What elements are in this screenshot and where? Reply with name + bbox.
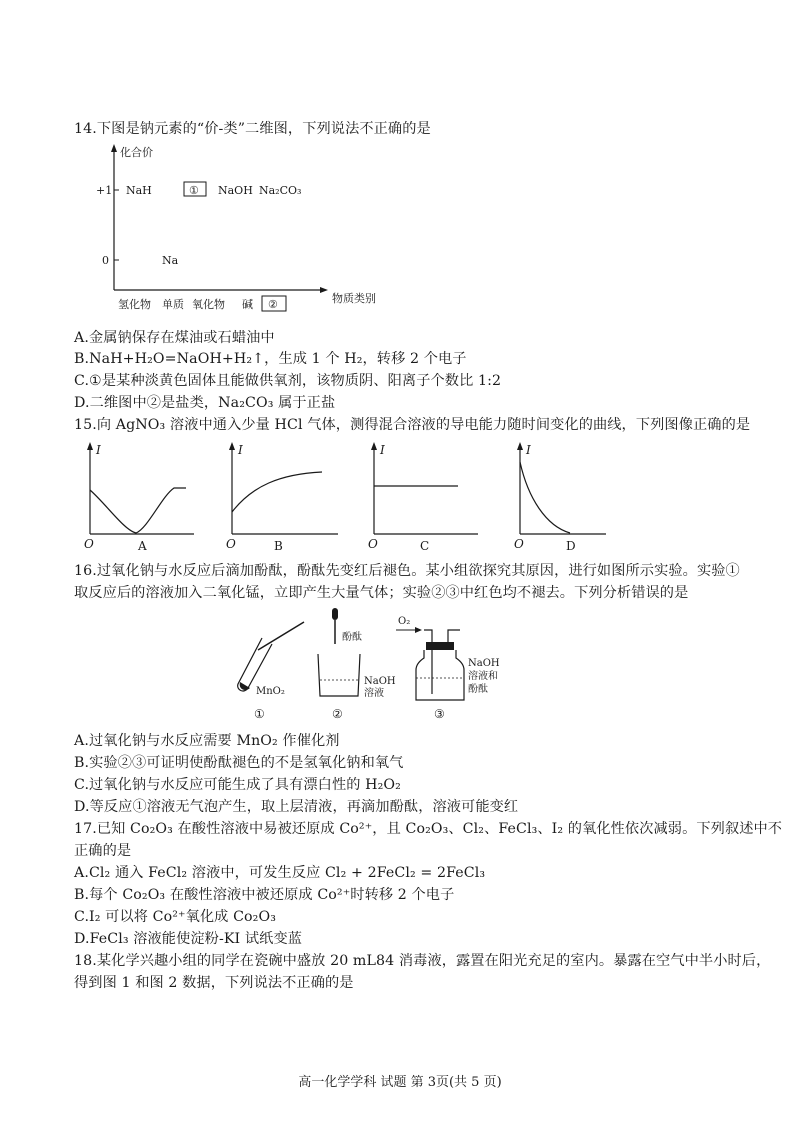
graph-c [368, 442, 478, 553]
q14-option-c: C.①是某种淡黄色固体且能做供氧剂，该物质阴、阳离子个数比 1:2 [74, 373, 502, 389]
page-footer: 高一化学学科 试题 第 3页(共 5 页) [298, 1075, 502, 1090]
item-na: Na [162, 254, 179, 267]
exp3-solution-1: NaOH [468, 658, 500, 669]
y-tick-plus1: +1 [96, 184, 113, 197]
q17-option-d: D.FeCl₃ 溶液能使淀粉-KI 试纸变蓝 [74, 931, 303, 947]
graph-d-y: I [526, 443, 531, 457]
q15-stem: 15.向 AgNO₃ 溶液中通入少量 HCl 气体，测得混合溶液的导电能力随时间变化的曲线，下列图像正确的是 [74, 417, 751, 433]
exp3-solution-2: 溶液和 [468, 671, 498, 682]
exp3-solution-3: 酚酞 [468, 684, 488, 695]
exp2-label: ② [332, 707, 343, 721]
exp3-label: ③ [434, 707, 445, 721]
graph-c-y: I [380, 443, 385, 457]
graph-a-curve [90, 488, 186, 533]
q16-stem-line1: 16.过氧化钠与水反应后滴加酚酞，酚酞先变红后褪色。某小组欲探究其原因，进行如图所示实验。实验① [74, 563, 740, 579]
graph-a-origin: O [84, 537, 94, 551]
x-cat-hydride: 氢化物 [118, 298, 151, 311]
q14-option-a: A.金属钠保存在煤油或石蜡油中 [74, 330, 275, 346]
q14-stem: 14.下图是钠元素的“价-类”二维图，下列说法不正确的是 [74, 121, 431, 137]
graph-a-label: A [138, 539, 147, 553]
x-axis-label: 物质类别 [332, 292, 376, 305]
graph-b-y: I [238, 443, 243, 457]
graph-b-origin: O [226, 537, 236, 551]
item-circle-1: ① [189, 184, 199, 197]
item-na2co3: Na₂CO₃ [259, 184, 302, 197]
exp2-solution-2: 溶液 [364, 688, 384, 699]
q17-option-c: C.I₂ 可以将 Co²⁺氧化成 Co₂O₃ [74, 909, 276, 925]
y-tick-zero: 0 [102, 254, 109, 267]
bottle-stopper [426, 642, 454, 650]
x-cat-oxide: 氧化物 [192, 298, 225, 311]
q16-option-d: D.等反应①溶液无气泡产生，取上层清液，再滴加酚酞，溶液可能变红 [74, 799, 519, 815]
exp2-beaker [318, 608, 396, 721]
graph-a [84, 442, 194, 553]
q17-stem-line2: 正确的是 [74, 843, 132, 859]
graph-d-origin: O [514, 537, 524, 551]
q16-option-b: B.实验②③可证明使酚酞褪色的不是氢氧化钠和氧气 [74, 755, 404, 771]
exp1-reagent: MnO₂ [256, 686, 285, 697]
q16-option-a: A.过氧化钠与水反应需要 MnO₂ 作催化剂 [74, 733, 340, 749]
exp3-bottle [396, 616, 500, 721]
exp2-dropper: 酚酞 [342, 632, 362, 643]
dropper-bulb [332, 608, 338, 620]
q14-option-d: D.二维图中②是盐类，Na₂CO₃ 属于正盐 [74, 395, 336, 411]
graph-b [226, 442, 338, 553]
graph-d [514, 442, 606, 553]
graph-b-curve [232, 472, 322, 512]
exp2-solution-1: NaOH [364, 676, 396, 687]
graph-c-origin: O [368, 537, 378, 551]
exp1-test-tube [238, 622, 304, 721]
graph-b-label: B [274, 539, 283, 553]
q18-stem-line1: 18.某化学兴趣小组的同学在瓷碗中盛放 20 mL84 消毒液，露置在阳光充足的室内。暴露在空气中半小时后， [74, 953, 771, 969]
graph-a-y: I [96, 443, 101, 457]
q18-stem-line2: 得到图 1 和图 2 数据，下列说法不正确的是 [74, 975, 354, 991]
q15-conductivity-graphs [76, 438, 616, 556]
q14-option-b: B.NaH+H₂O=NaOH+H₂↑，生成 1 个 H₂，转移 2 个电子 [74, 351, 467, 367]
graph-c-label: C [420, 539, 430, 553]
x-cat-circle-2: ② [268, 298, 278, 311]
q17-option-b: B.每个 Co₂O₃ 在酸性溶液中被还原成 Co²⁺时转移 2 个电子 [74, 887, 455, 903]
y-axis-label: 化合价 [120, 146, 153, 159]
spatula [258, 622, 304, 650]
q16-experiment-figure [228, 604, 528, 724]
item-naoh: NaOH [218, 184, 253, 197]
x-cat-element: 单质 [162, 298, 184, 311]
item-nah: NaH [126, 184, 152, 197]
x-cat-base: 碱 [242, 298, 253, 311]
q16-stem-line2: 取反应后的溶液加入二氧化锰，立即产生大量气体；实验②③中红色均不褪去。下列分析错误的是 [74, 585, 689, 601]
q17-option-a: A.Cl₂ 通入 FeCl₂ 溶液中，可发生反应 Cl₂ + 2FeCl₂ = 2FeCl₃ [74, 865, 486, 881]
q17-stem-line1: 17.已知 Co₂O₃ 在酸性溶液中易被还原成 Co²⁺，且 Co₂O₃、Cl₂、FeCl₃、I₂ 的氧化性依次减弱。下列叙述中不 [74, 821, 783, 837]
exp3-gas: O₂ [398, 616, 411, 627]
graph-d-label: D [566, 539, 576, 553]
graph-d-curve [520, 462, 570, 533]
q14-valence-class-chart [90, 140, 380, 315]
q16-option-c: C.过氧化钠与水反应可能生成了具有漂白性的 H₂O₂ [74, 777, 401, 793]
exp1-label: ① [254, 707, 265, 721]
